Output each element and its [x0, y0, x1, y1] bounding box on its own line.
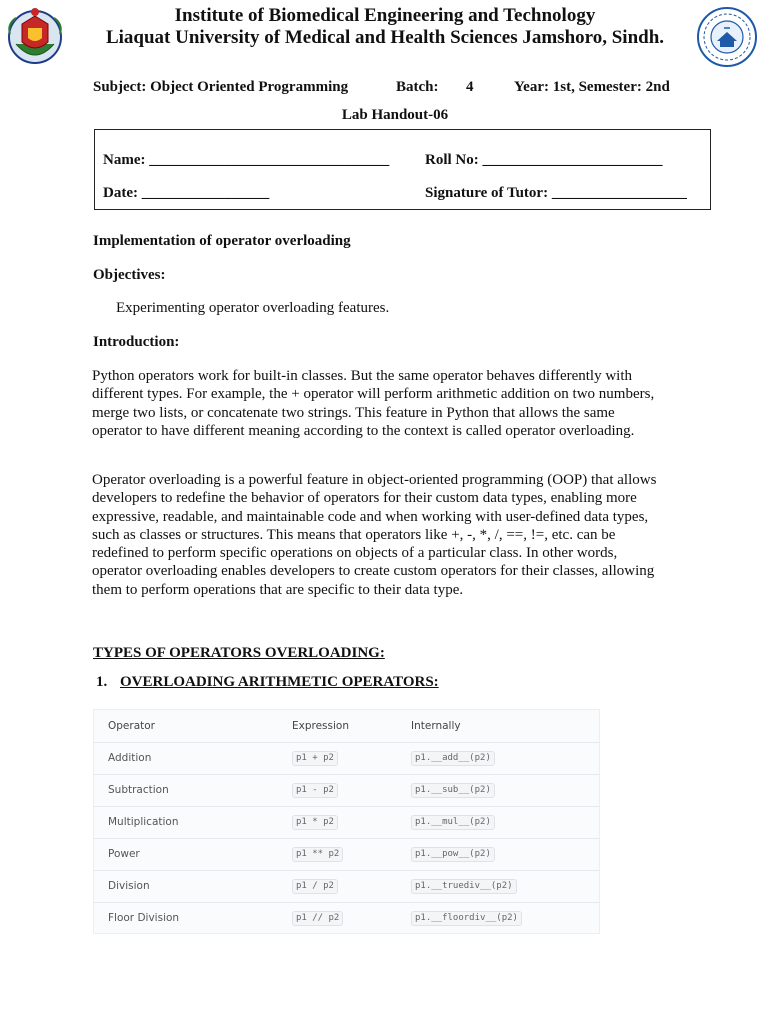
institute-name: Institute of Biomedical Engineering and Technology: [174, 5, 596, 26]
introduction-paragraph-2: Operator overloading is a powerful feature in object-oriented programming (OOP) that allows developers to redefine the behavior of operators for their custom data types, enabling more expressive, readable, and maintainable code and when working with user-defined data types, such as classes or structures. This means that operators like +, -, *, /, ==, !=, etc. can be redefined to perform specific operations on objects of a particular class. In other words, operator overloading enables developers to create custom operators for their classes, allowing them to perform operations that are specific to their data type.: [92, 472, 657, 598]
header-internally: Internally: [411, 720, 461, 732]
introduction-heading: Introduction:: [93, 334, 180, 350]
operator-name: Division: [108, 880, 150, 892]
operator-name: Addition: [108, 752, 152, 764]
header-operator: Operator: [108, 720, 155, 732]
university-name: Liaquat University of Medical and Health Sciences Jamshoro, Sindh.: [105, 27, 665, 48]
table-row: [94, 838, 599, 871]
internal-method-code: p1.__sub__(p2): [411, 783, 495, 798]
internal-method-code: p1.__floordiv__(p2): [411, 911, 522, 926]
operator-name: Power: [108, 848, 140, 860]
university-crest-logo: [4, 4, 66, 66]
year-semester: Year: 1st, Semester: 2nd: [514, 79, 670, 95]
expression-code: p1 ** p2: [292, 847, 343, 862]
operator-table: [93, 709, 600, 934]
operator-name: Floor Division: [108, 912, 180, 924]
table-row: [94, 806, 599, 839]
objectives-heading: Objectives:: [93, 267, 166, 283]
expression-code: p1 // p2: [292, 911, 343, 926]
introduction-paragraph-1: Python operators work for built-in classes. But the same operator behaves differently with different types. For example, the + operator will perform arithmetic addition on two numbers, merge two lists, or concatenate two strings. This feature in Python that allows the same operator to have different meaning according to the context is called operator overloading.: [92, 368, 655, 439]
table-row: [94, 902, 599, 934]
batch-value: 4: [466, 79, 474, 95]
table-row: [94, 774, 599, 807]
operator-name: Multiplication: [108, 816, 179, 828]
types-heading: TYPES OF OPERATORS OVERLOADING:: [93, 645, 385, 661]
signature-field[interactable]: Signature of Tutor: __________________: [425, 185, 687, 201]
expression-code: p1 / p2: [292, 879, 338, 894]
expression-code: p1 * p2: [292, 815, 338, 830]
lab-topic: Implementation of operator overloading: [93, 233, 351, 249]
subsection-title: OVERLOADING ARITHMETIC OPERATORS:: [120, 674, 439, 690]
table-header-row: [94, 710, 599, 743]
internal-method-code: p1.__truediv__(p2): [411, 879, 517, 894]
table-row: [94, 870, 599, 903]
handout-title: Lab Handout-06: [341, 107, 449, 123]
table-row: [94, 742, 599, 775]
expression-code: p1 - p2: [292, 783, 338, 798]
objectives-text: Experimenting operator overloading features.: [116, 300, 390, 316]
internal-method-code: p1.__add__(p2): [411, 751, 495, 766]
internal-method-code: p1.__mul__(p2): [411, 815, 495, 830]
student-info-box: [94, 129, 711, 210]
batch-label: Batch:: [396, 79, 439, 95]
roll-no-field[interactable]: Roll No: ________________________: [425, 152, 663, 168]
subsection-number: 1.: [96, 674, 108, 690]
expression-code: p1 + p2: [292, 751, 338, 766]
internal-method-code: p1.__pow__(p2): [411, 847, 495, 862]
subject-label: Subject: Object Oriented Programming: [93, 79, 349, 95]
name-field[interactable]: Name: ________________________________: [103, 152, 390, 168]
date-field[interactable]: Date: _________________: [103, 185, 270, 201]
operator-name: Subtraction: [108, 784, 169, 796]
header-expression: Expression: [292, 720, 349, 732]
